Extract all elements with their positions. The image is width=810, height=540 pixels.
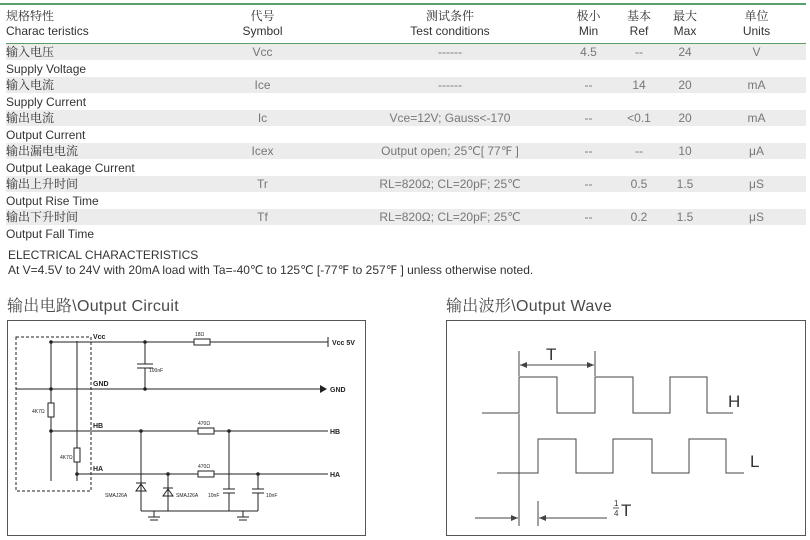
param-name-cn: 输入电压 (6, 43, 187, 60)
table-row (6, 209, 806, 226)
table-row-en (6, 93, 806, 110)
param-name-cn: 输出电流 (6, 110, 187, 127)
label-diode1: SMAJ26A (105, 493, 128, 499)
param-max: 20 (663, 77, 707, 94)
table-row-en (6, 192, 806, 209)
param-ref: <0.1 (615, 110, 663, 127)
param-ref: 0.2 (615, 209, 663, 226)
param-min: -- (562, 110, 615, 127)
param-symbol: Icex (187, 143, 338, 160)
label-period-t: T (546, 345, 557, 364)
param-max: 20 (663, 110, 707, 127)
output-circuit-diagram (7, 320, 366, 536)
table-row-en (6, 159, 806, 176)
param-condition: Vce=12V; Gauss<-170 (338, 110, 562, 127)
label-hb-out: HB (330, 429, 341, 436)
param-condition: ------ (338, 77, 562, 94)
wave-svg (447, 321, 805, 535)
output-wave-diagram (446, 320, 806, 536)
table-header-row (6, 9, 806, 43)
table-row (6, 110, 806, 127)
col-max: 最大 Max (672, 9, 697, 38)
param-ref: -- (615, 143, 663, 160)
label-diode2: SMAJ26A (176, 493, 199, 499)
label-quarter-t: T (621, 501, 632, 520)
col-symbol: 代号 Symbol (242, 9, 283, 38)
electrical-characteristics-title: ELECTRICAL CHARACTERISTICS (8, 248, 199, 262)
table-row (6, 176, 806, 193)
label-r-top: 18Ω (195, 332, 205, 338)
param-ref: 14 (615, 77, 663, 94)
param-min: -- (562, 176, 615, 193)
param-symbol: Tr (187, 176, 338, 193)
label-ha-out: HA (330, 472, 341, 479)
param-min: -- (562, 77, 615, 94)
label-r2: 4K7Ω (60, 455, 73, 461)
top-rule (0, 3, 806, 5)
param-name-en: Output Rise Time (6, 192, 806, 209)
param-ref: 0.5 (615, 176, 663, 193)
table-row (6, 77, 806, 94)
col-units: 单位 Units (742, 9, 771, 38)
param-condition: RL=820Ω; CL=20pF; 25℃ (338, 176, 562, 193)
label-l: L (750, 452, 760, 471)
col-test-conditions: 测试条件 Test conditions (410, 9, 490, 38)
param-max: 24 (663, 43, 707, 60)
label-quarter-den: 4 (614, 509, 619, 518)
table-row (6, 43, 806, 60)
param-unit: mA (707, 77, 806, 94)
label-quarter-num: 1 (614, 499, 619, 508)
param-max: 10 (663, 143, 707, 160)
param-max: 1.5 (663, 209, 707, 226)
output-circuit-title: 输出电路\Output Circuit (7, 298, 179, 315)
table-row (6, 143, 806, 160)
col-ref: 基本 Ref (626, 9, 651, 38)
gnd-arrow-icon (320, 385, 327, 393)
label-h: H (728, 392, 741, 411)
param-symbol: Ic (187, 110, 338, 127)
param-min: 4.5 (562, 43, 615, 60)
param-name-cn: 输入电流 (6, 77, 187, 94)
label-r1: 4K7Ω (32, 409, 45, 415)
param-name-cn: 输出下升时间 (6, 209, 187, 226)
label-vcc: Vcc (93, 334, 106, 341)
param-unit: μS (707, 209, 806, 226)
col-characteristics: 规格特性 Charac teristics (6, 9, 89, 38)
param-name-en: Output Fall Time (6, 225, 806, 242)
label-c1: 10nF (208, 493, 220, 499)
param-name-cn: 输出上升时间 (6, 176, 187, 193)
param-unit: V (707, 43, 806, 60)
label-hb: HB (93, 423, 104, 430)
param-min: -- (562, 209, 615, 226)
output-wave-title: 输出波形\Output Wave (446, 298, 613, 315)
param-symbol: Vcc (187, 43, 338, 60)
param-name-en: Supply Current (6, 93, 806, 110)
param-condition: ------ (338, 43, 562, 60)
param-name-en: Output Leakage Current (6, 159, 806, 176)
conditions-note: At V=4.5V to 24V with 20mA load with Ta=-40℃ to 125℃ [-77℉ to 257℉ ] unless otherwise noted. (8, 263, 534, 277)
label-c2: 10nF (266, 493, 278, 499)
table-row-en (6, 225, 806, 242)
label-r-ha: 470Ω (198, 464, 211, 470)
table-row-en (6, 126, 806, 143)
param-max: 1.5 (663, 176, 707, 193)
param-unit: mA (707, 110, 806, 127)
param-unit: μA (707, 143, 806, 160)
param-name-en: Output Current (6, 126, 806, 143)
label-c-vcc: 100nF (149, 368, 164, 374)
table-row-en (6, 60, 806, 77)
param-name-en: Supply Voltage (6, 60, 806, 77)
param-condition: RL=820Ω; CL=20pF; 25℃ (338, 209, 562, 226)
param-symbol: Tf (187, 209, 338, 226)
label-gnd: GND (93, 381, 109, 388)
label-vcc-5v: Vcc 5V (332, 340, 355, 347)
label-r-hb: 470Ω (198, 421, 211, 427)
param-ref: -- (615, 43, 663, 60)
label-gnd-out: GND (330, 387, 346, 394)
param-name-cn: 输出漏电电流 (6, 143, 187, 160)
circuit-svg (8, 321, 365, 535)
spec-table (6, 9, 806, 242)
param-symbol: Ice (187, 77, 338, 94)
param-condition: Output open; 25℃[ 77℉ ] (338, 143, 562, 160)
param-min: -- (562, 143, 615, 160)
param-unit: μS (707, 176, 806, 193)
col-min: 极小 Min (576, 9, 601, 38)
label-ha: HA (93, 466, 104, 473)
